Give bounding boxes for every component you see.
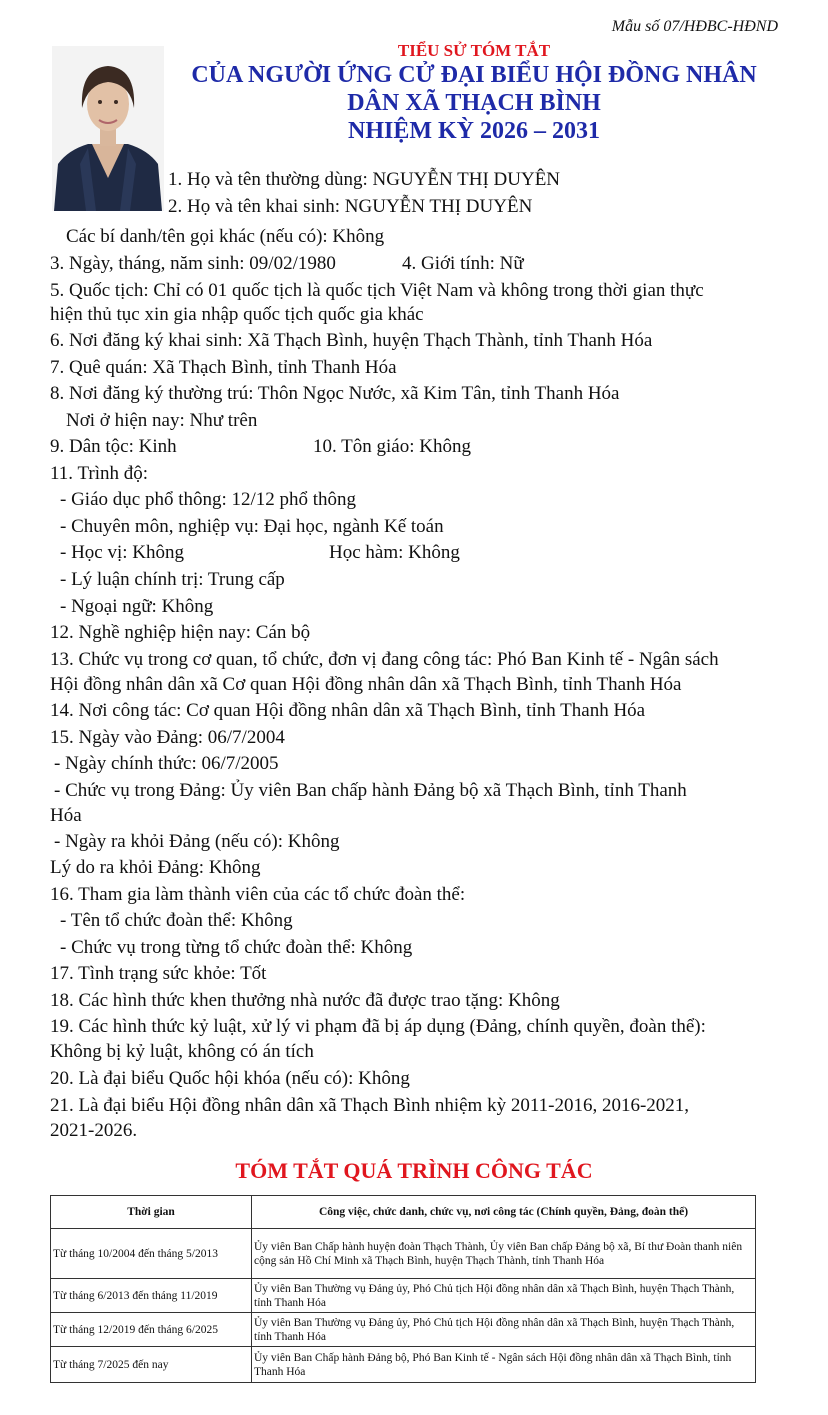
field-awards: 18. Các hình thức khen thưởng nhà nước đã được trao tặng: Không (50, 990, 560, 1011)
header-title-line-1: CỦA NGƯỜI ỨNG CỬ ĐẠI BIỂU HỘI ĐỒNG NHÂN (191, 62, 757, 88)
field-workplace: 14. Nơi công tác: Cơ quan Hội đồng nhân dân xã Thạch Bình, tỉnh Thanh Hóa (50, 700, 646, 721)
field-organization-position: - Chức vụ trong từng tổ chức đoàn thể: Không (60, 937, 413, 958)
field-party-position-cont: Hóa (50, 805, 82, 826)
field-organizations: 16. Tham gia làm thành viên của các tổ chức đoàn thể: (50, 884, 466, 905)
field-organization-name: - Tên tổ chức đoàn thể: Không (60, 910, 293, 931)
table-header-row (51, 1196, 756, 1229)
field-discipline-cont: Không bị kỷ luật, không có án tích (50, 1041, 314, 1062)
field-nationality-cont: hiện thủ tục xin gia nhập quốc tịch quốc gia khác (50, 304, 424, 325)
column-header-detail: Công việc, chức danh, chức vụ, nơi công tác (Chính quyền, Đảng, đoàn thể) (252, 1196, 756, 1229)
field-education: 11. Trình độ: (50, 463, 149, 484)
field-party-join-date: 15. Ngày vào Đảng: 06/7/2004 (50, 727, 285, 748)
field-council-terms-cont: 2021-2026. (50, 1120, 138, 1141)
header-small-title: TIỂU SỬ TÓM TẮT (397, 41, 551, 60)
field-permanent-residence: 8. Nơi đăng ký thường trú: Thôn Ngọc Nước, xã Kim Tân, tỉnh Thanh Hóa (50, 383, 620, 404)
field-party-leave-date: - Ngày ra khỏi Đảng (nếu có): Không (54, 831, 340, 852)
field-common-name: 1. Họ và tên thường dùng: NGUYỄN THỊ DUYÊN (168, 169, 561, 190)
table-row (51, 1279, 756, 1313)
field-birth-date: 3. Ngày, tháng, năm sinh: 09/02/1980 (50, 253, 336, 274)
field-ethnicity: 9. Dân tộc: Kinh (50, 436, 177, 457)
field-birth-registration: 6. Nơi đăng ký khai sinh: Xã Thạch Bình, huyện Thạch Thành, tỉnh Thanh Hóa (50, 330, 653, 351)
document-header (160, 40, 788, 145)
field-aliases: Các bí danh/tên gọi khác (nếu có): Không (66, 226, 385, 247)
column-header-period: Thời gian (51, 1196, 252, 1229)
cell-period: Từ tháng 7/2025 đến nay (51, 1347, 252, 1383)
field-nationality: 5. Quốc tịch: Chỉ có 01 quốc tịch là quốc tịch Việt Nam và không trong thời gian thực (50, 280, 704, 301)
cell-period: Từ tháng 12/2019 đến tháng 6/2025 (51, 1313, 252, 1347)
form-number: Mẫu số 07/HĐBC-HĐND (611, 18, 778, 35)
header-title-line-3: NHIỆM KỲ 2026 – 2031 (348, 118, 600, 144)
field-discipline: 19. Các hình thức kỷ luật, xử lý vi phạm đã bị áp dụng (Đảng, chính quyền, đoàn thể): (50, 1016, 706, 1037)
cell-period: Từ tháng 10/2004 đến tháng 5/2013 (51, 1229, 252, 1279)
work-history-table (50, 1195, 756, 1383)
header-title-line-2: DÂN XÃ THẠCH BÌNH (347, 90, 601, 116)
cell-period: Từ tháng 6/2013 đến tháng 11/2019 (51, 1279, 252, 1313)
table-row (51, 1313, 756, 1347)
field-party-official-date: - Ngày chính thức: 06/7/2005 (54, 753, 279, 774)
field-party-position: - Chức vụ trong Đảng: Ủy viên Ban chấp hành Đảng bộ xã Thạch Bình, tỉnh Thanh (54, 780, 687, 801)
field-health: 17. Tình trạng sức khỏe: Tốt (50, 963, 267, 984)
field-position-cont: Hội đồng nhân dân xã Cơ quan Hội đồng nhân dân xã Thạch Bình, tỉnh Thanh Hóa (50, 674, 682, 695)
field-foreign-language: - Ngoại ngữ: Không (60, 596, 214, 617)
cell-detail: Ủy viên Ban Thường vụ Đảng ủy, Phó Chủ tịch Hội đồng nhân dân xã Thạch Bình, huyện Thạch Thành, tỉnh Thanh Hóa (252, 1313, 756, 1347)
field-religion: 10. Tôn giáo: Không (313, 436, 471, 457)
work-history-title: TÓM TẮT QUÁ TRÌNH CÔNG TÁC (235, 1158, 593, 1183)
table-row (51, 1347, 756, 1383)
portrait-photo (52, 46, 164, 211)
field-position: 13. Chức vụ trong cơ quan, tổ chức, đơn vị đang công tác: Phó Ban Kinh tế - Ngân sách (50, 649, 719, 670)
field-specialization: - Chuyên môn, nghiệp vụ: Đại học, ngành Kế toán (60, 516, 444, 537)
field-council-terms: 21. Là đại biểu Hội đồng nhân dân xã Thạch Bình nhiệm kỳ 2011-2016, 2016-2021, (50, 1095, 690, 1116)
portrait-illustration (52, 46, 164, 211)
field-national-assembly: 20. Là đại biểu Quốc hội khóa (nếu có): Không (50, 1068, 410, 1089)
field-current-residence: Nơi ở hiện nay: Như trên (66, 410, 258, 431)
field-degree: - Học vị: Không (60, 542, 185, 563)
field-general-education: - Giáo dục phổ thông: 12/12 phổ thông (60, 489, 357, 510)
field-political-theory: - Lý luận chính trị: Trung cấp (60, 569, 285, 590)
cell-detail: Ủy viên Ban Thường vụ Đảng ủy, Phó Chủ tịch Hội đồng nhân dân xã Thạch Bình, huyện Thạch Thành, tỉnh Thanh Hóa (252, 1279, 756, 1313)
table-row (51, 1229, 756, 1279)
field-birth-name: 2. Họ và tên khai sinh: NGUYỄN THỊ DUYÊN (168, 196, 533, 217)
field-occupation: 12. Nghề nghiệp hiện nay: Cán bộ (50, 622, 311, 643)
field-hometown: 7. Quê quán: Xã Thạch Bình, tỉnh Thanh Hóa (50, 357, 397, 378)
cell-detail: Ủy viên Ban Chấp hành huyện đoàn Thạch Thành, Ủy viên Ban chấp Đảng bộ xã, Bí thư Đoàn thanh niên cộng sản Hồ Chí Minh xã Thạch Bình, huyện Thạch Thành, tỉnh Thanh Hóa (252, 1229, 756, 1279)
field-academic-title: Học hàm: Không (329, 542, 460, 563)
field-party-leave-reason: Lý do ra khỏi Đảng: Không (50, 857, 261, 878)
cell-detail: Ủy viên Ban Chấp hành Đảng bộ, Phó Ban Kinh tế - Ngân sách Hội đồng nhân dân xã Thạch Bình, tỉnh Thanh Hóa (252, 1347, 756, 1383)
field-gender: 4. Giới tính: Nữ (402, 253, 524, 274)
